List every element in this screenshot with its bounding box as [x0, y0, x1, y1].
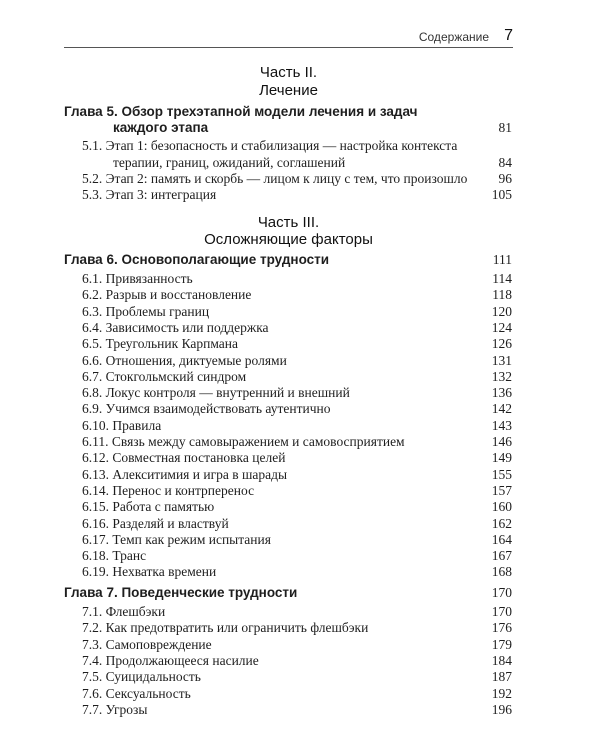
toc-entry-label: 6.14. Перенос и контрперенос — [82, 482, 255, 498]
toc-entry-label: 6.2. Разрыв и восстановление — [82, 287, 252, 303]
toc-entry-page: 168 — [491, 564, 512, 580]
chapter-6-title: Глава 6. Основополагающие трудности — [64, 252, 330, 267]
chapter-6-heading — [0, 250, 512, 270]
toc-entry-label: 6.8. Локус контроля — внутренний и внешний — [82, 385, 350, 401]
toc-entry-page: 131 — [491, 352, 512, 368]
toc-entry-label: 6.16. Разделяй и властвуй — [82, 515, 229, 531]
toc-entry-label: 6.11. Связь между самовыражением и самовосприятием — [82, 434, 405, 449]
chapter-7-title: Глава 7. Поведенческие трудности — [64, 585, 298, 600]
toc-entry-label: 6.5. Треугольник Карпмана — [82, 336, 239, 352]
toc-entry-label: 6.18. Транс — [82, 548, 147, 564]
chapter-7-heading — [0, 583, 512, 603]
toc-entry-page: 84 — [498, 155, 512, 170]
toc-entry-page: 157 — [491, 482, 512, 498]
toc-entry-page: 162 — [491, 515, 512, 531]
toc-entry-label: 6.1. Привязанность — [82, 271, 193, 286]
toc-entry-page: 179 — [491, 636, 512, 652]
toc-entry-label: 7.7. Угрозы — [82, 701, 148, 717]
toc-entry-page: 170 — [491, 604, 512, 619]
toc-entry-label: 5.3. Этап 3: интеграция — [82, 187, 217, 202]
toc-entry-page: 164 — [491, 531, 512, 547]
toc-entry-page: 96 — [498, 171, 512, 186]
toc-entry-label: 6.12. Совместная постановка целей — [82, 450, 286, 466]
toc-entry-page: 142 — [491, 401, 512, 417]
toc-entry-label: 6.13. Алекситимия и игра в шарады — [82, 466, 288, 482]
toc-entry-label: 6.10. Правила — [82, 417, 162, 433]
toc-entry-page: 124 — [491, 319, 512, 335]
toc-entry-page: 155 — [491, 466, 512, 482]
toc-entry-page: 167 — [491, 548, 512, 564]
toc-entry-label: 6.6. Отношения, диктуемые ролями — [82, 352, 287, 368]
part-3-name: Осложняющие факторы — [204, 231, 373, 248]
toc-entry-label: 7.2. Как предотвратить или ограничить флешбэки — [82, 620, 369, 636]
toc-entry-label-cont: терапии, границ, ожиданий, соглашений — [113, 155, 346, 170]
running-head-title: Содержание — [418, 30, 489, 44]
toc-entry-label: 7.6. Сексуальность — [82, 685, 191, 701]
toc-entry-page: 114 — [492, 271, 512, 286]
toc-entry-label: 6.9. Учимся взаимодействовать аутентично — [82, 401, 331, 417]
toc-entry-label: 7.3. Самоповреждение — [82, 636, 212, 652]
toc-entry-label: 6.3. Проблемы границ — [82, 303, 210, 319]
chapter-7-page: 170 — [491, 585, 512, 600]
part-3-label: Часть III. — [257, 214, 320, 231]
header-rule — [64, 47, 513, 48]
toc-entry-page: 118 — [492, 287, 512, 303]
toc-entry — [0, 700, 512, 720]
chapter-5-heading-cont — [0, 118, 512, 138]
toc-entry-page: 143 — [491, 417, 512, 433]
toc-entry-page: 146 — [491, 434, 512, 449]
toc-entry-page: 126 — [491, 336, 512, 352]
chapter-6-page: 111 — [492, 252, 512, 267]
toc-entry-page: 184 — [491, 652, 512, 668]
toc-entry — [0, 562, 512, 582]
chapter-5-page: 81 — [498, 120, 512, 135]
toc-entry-label: 7.1. Флешбэки — [82, 604, 166, 619]
toc-entry-label: 6.19. Нехватка времени — [82, 564, 217, 580]
toc-entry-page: 132 — [491, 368, 512, 384]
toc-entry — [0, 185, 512, 205]
page-number: 7 — [504, 27, 513, 44]
toc-entry-page: 196 — [491, 701, 512, 717]
toc-entry-label: 7.4. Продолжающееся насилие — [82, 652, 259, 668]
toc-entry-label: 5.2. Этап 2: память и скорбь — лицом к лицу с тем, что произошло — [82, 171, 468, 186]
toc-entry-page: 105 — [491, 187, 512, 202]
part-2-label: Часть II. — [259, 64, 318, 81]
toc-entry-page: 149 — [491, 450, 512, 466]
toc-entry-page: 192 — [491, 685, 512, 701]
running-head — [64, 28, 513, 48]
toc-entry-page: 120 — [491, 303, 512, 319]
chapter-5-title-line1: Глава 5. Обзор трехэтапной модели лечения и задач — [64, 104, 418, 119]
toc-entry-page: 176 — [491, 620, 512, 636]
toc-entry-label: 6.15. Работа с памятью — [82, 499, 215, 515]
chapter-5-title-line2: каждого этапа — [113, 120, 209, 135]
toc-entry-label: 6.4. Зависимость или поддержка — [82, 319, 269, 335]
toc-entry-page: 136 — [491, 385, 512, 401]
toc-entry-label: 7.5. Суицидальность — [82, 669, 201, 685]
toc-entry-label: 6.17. Темп как режим испытания — [82, 531, 271, 547]
toc-entry-label: 5.1. Этап 1: безопасность и стабилизация — настройка контекста — [82, 138, 458, 153]
toc-entry-page: 160 — [491, 499, 512, 515]
toc-entry-label: 6.7. Стокгольмский синдром — [82, 368, 247, 384]
part-2-name: Лечение — [259, 82, 318, 99]
toc-entry-page: 187 — [491, 669, 512, 685]
